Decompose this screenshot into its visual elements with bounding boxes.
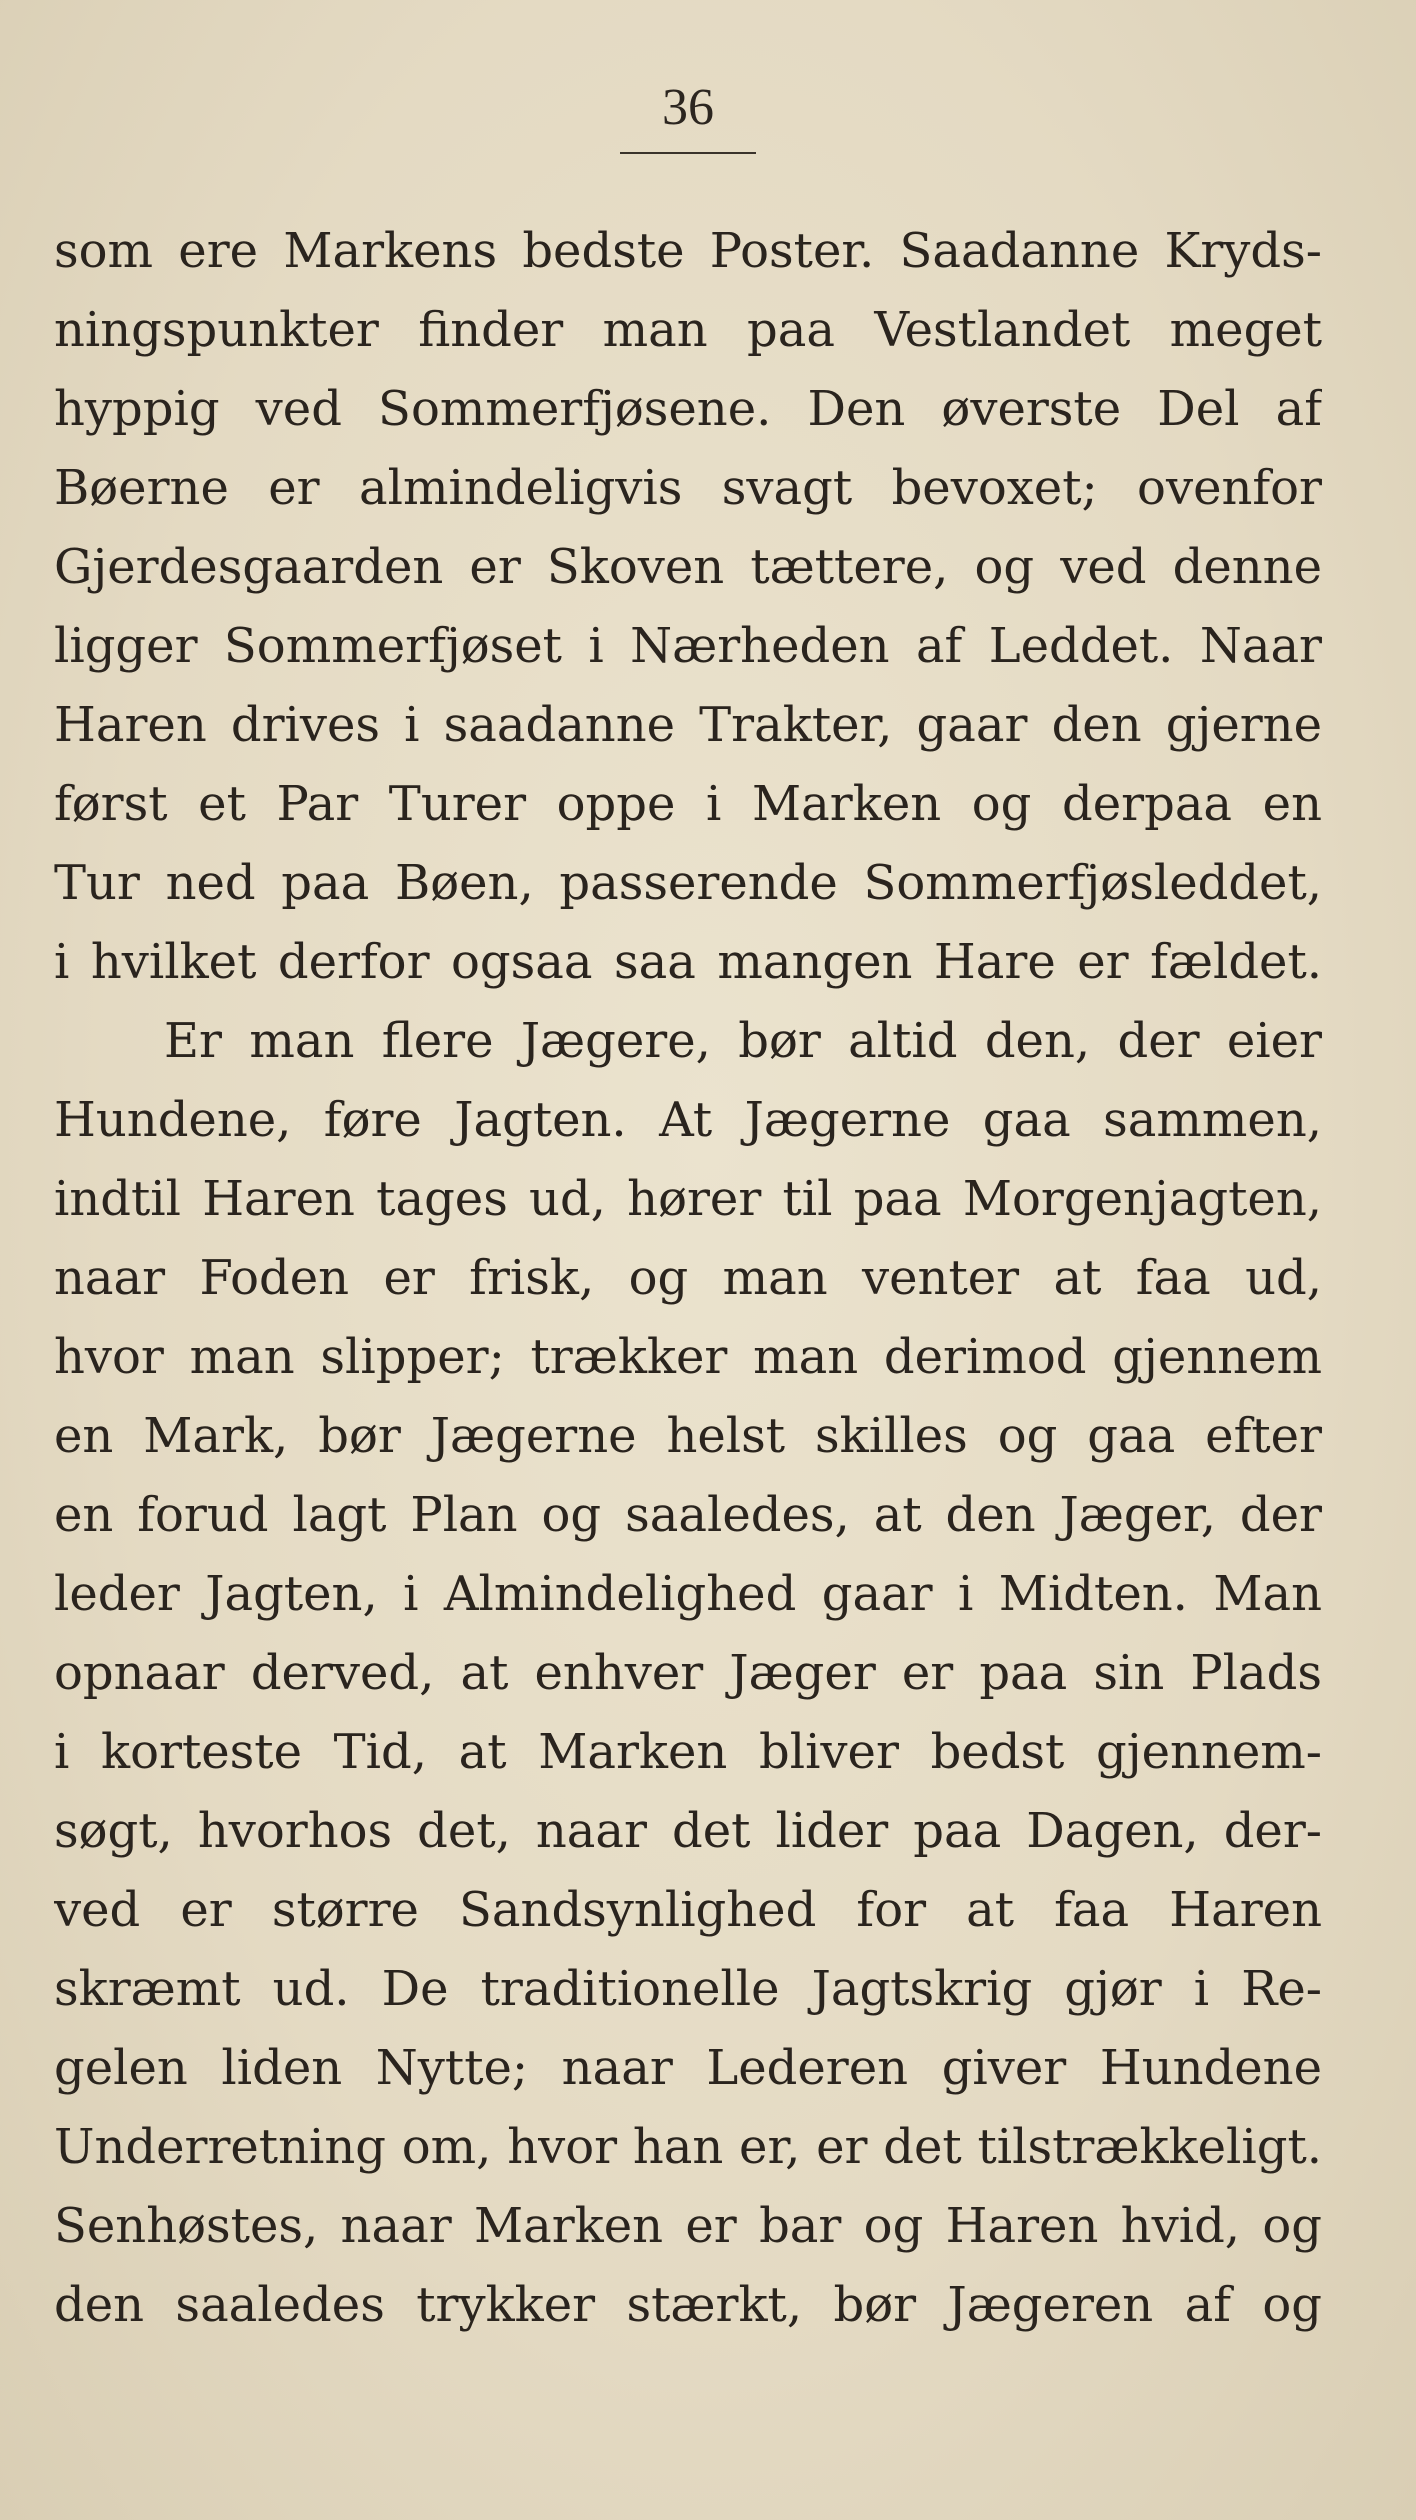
text-line: hvor man slipper; trækker man derimod gjennem	[54, 1329, 1322, 1385]
text-line: i hvilket derfor ogsaa saa mangen Hare er fældet.	[54, 934, 1322, 990]
text-line: indtil Haren tages ud, hører til paa Morgenjagten,	[54, 1171, 1322, 1227]
text-line: ningspunkter finder man paa Vestlandet meget	[54, 302, 1322, 358]
text-line: søgt, hvorhos det, naar det lider paa Dagen, der-	[54, 1803, 1322, 1859]
text-line: leder Jagten, i Almindelighed gaar i Midten. Man	[54, 1566, 1322, 1622]
page-number-rule	[620, 152, 756, 154]
text-line: skræmt ud. De traditionelle Jagtskrig gjør i Re-	[54, 1961, 1322, 2017]
text-line: Gjerdesgaarden er Skoven tættere, og ved denne	[54, 539, 1322, 595]
text-line: Bøerne er almindeligvis svagt bevoxet; ovenfor	[54, 460, 1322, 516]
text-line: Tur ned paa Bøen, passerende Sommerfjøsleddet,	[54, 855, 1322, 911]
text-line: opnaar derved, at enhver Jæger er paa sin Plads	[54, 1645, 1322, 1701]
text-line: gelen liden Nytte; naar Lederen giver Hundene	[54, 2040, 1322, 2096]
text-line: naar Foden er frisk, og man venter at faa ud,	[54, 1250, 1322, 1306]
text-line: ved er større Sandsynlighed for at faa Haren	[54, 1882, 1322, 1938]
text-line: Senhøstes, naar Marken er bar og Haren hvid, og	[54, 2198, 1322, 2254]
text-line: som ere Markens bedste Poster. Saadanne Kryds-	[54, 223, 1322, 279]
text-line: hyppig ved Sommerfjøsene. Den øverste Del af	[54, 381, 1322, 437]
text-line: først et Par Turer oppe i Marken og derpaa en	[54, 776, 1322, 832]
text-line: en Mark, bør Jægerne helst skilles og gaa efter	[54, 1408, 1322, 1464]
text-line: Hundene, føre Jagten. At Jægerne gaa sammen,	[54, 1092, 1322, 1148]
text-line: en forud lagt Plan og saaledes, at den Jæger, der	[54, 1487, 1322, 1543]
body-text	[54, 212, 1322, 2345]
text-line: ligger Sommerfjøset i Nærheden af Leddet. Naar	[54, 618, 1322, 674]
paragraph-start-line: Er man flere Jægere, bør altid den, der eier	[164, 1013, 1322, 1069]
text-line: Haren drives i saadanne Trakter, gaar den gjerne	[54, 697, 1322, 753]
text-line: den saaledes trykker stærkt, bør Jægeren af og	[54, 2277, 1322, 2333]
text-line: i korteste Tid, at Marken bliver bedst gjennem-	[54, 1724, 1322, 1780]
text-line: Underretning om, hvor han er, er det tilstrækkeligt.	[54, 2119, 1322, 2175]
page-number: 36	[662, 79, 714, 136]
